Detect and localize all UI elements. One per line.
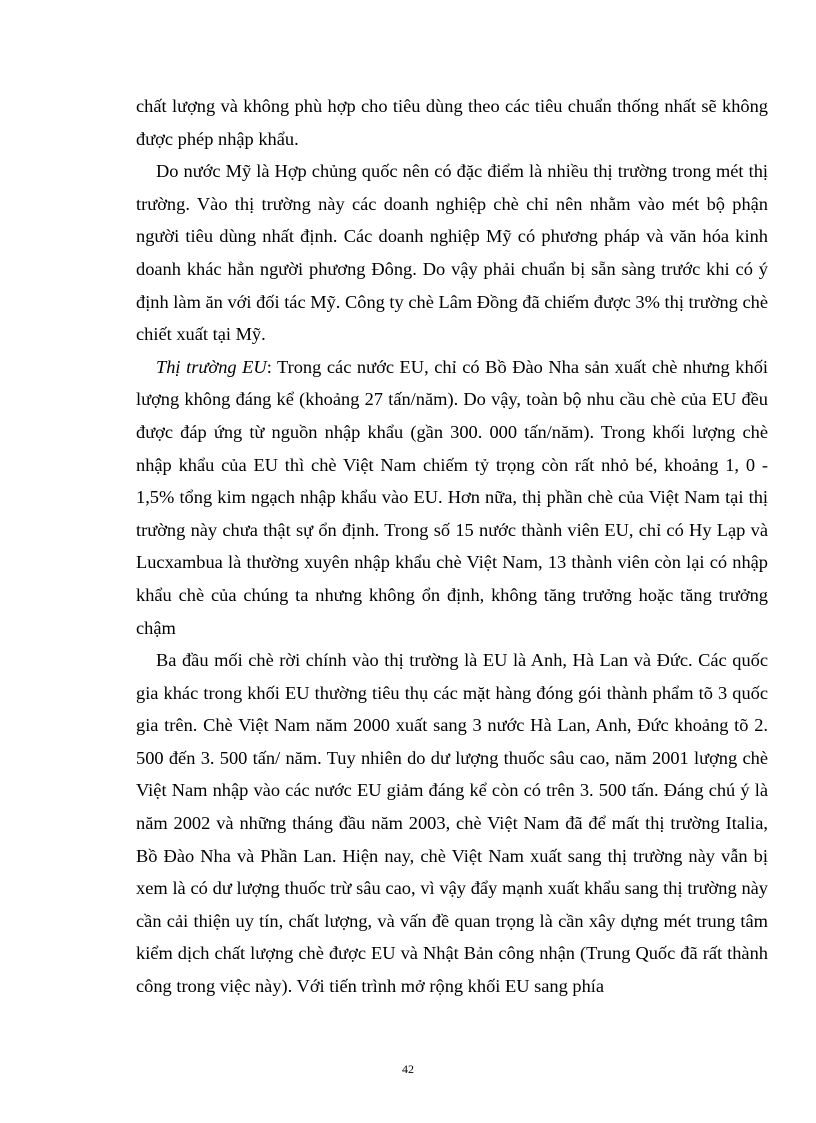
section-lead-eu-market: Thị trường EU [156, 356, 267, 377]
paragraph-1: chất lượng và không phù hợp cho tiêu dùng theo các tiêu chuẩn thống nhất sẽ không được phép nhập khẩu. [136, 96, 768, 149]
paragraph-3-text: : Trong các nước EU, chỉ có Bồ Đào Nha sản xuất chè nhưng khối lượng không đáng kể (khoảng 27 tấn/năm). Do vậy, toàn bộ nhu cầu chè của EU đều được đáp ứng từ nguồn nhập khẩu (gần 300. 000 tấn/năm). Trong khối lượng chè nhập khẩu của EU thì chè Việt Nam chiếm tỷ trọng còn rất nhỏ bé, khoảng 1, 0 - 1,5% tổng kim ngạch nhập khẩu vào EU. Hơn nữa, thị phần chè của Việt Nam tại thị trường này chưa thật sự ổn định. Trong số 15 nước thành viên EU, chỉ có Hy Lạp và Lucxambua là thường xuyên nhập khẩu chè Việt Nam, 13 thành viên còn lại có nhập khẩu chè của chúng ta nhưng không ổn định, không tăng trưởng hoặc tăng trưởng chậm [136, 356, 768, 638]
paragraph-4: Ba đầu mối chè rời chính vào thị trường là EU là Anh, Hà Lan và Đức. Các quốc gia khác trong khối EU thường tiêu thụ các mặt hàng đóng gói thành phẩm tõ 3 quốc gia trên. Chè Việt Nam năm 2000 xuất sang 3 nước Hà Lan, Anh, Đức khoảng tõ 2. 500 đến 3. 500 tấn/ năm. Tuy nhiên do dư lượng thuốc sâu cao, năm 2001 lượng chè Việt Nam nhập vào các nước EU giảm đáng kể còn có trên 3. 500 tấn. Đáng chú ý là năm 2002 và những tháng đầu năm 2003, chè Việt Nam đã để mất thị trường Italia, Bồ Đào Nha và Phần Lan. Hiện nay, chè Việt Nam xuất sang thị trường này vẫn bị xem là có dư lượng thuốc trừ sâu cao, vì vậy đẩy mạnh xuất khẩu sang thị trường này cần cải thiện uy tín, chất lượng, và vấn đề quan trọng là cần xây dựng mét trung tâm kiểm dịch chất lượng chè được EU và Nhật Bản công nhận (Trung Quốc đã rất thành công trong việc này). Với tiến trình mở rộng khối EU sang phía [136, 650, 768, 997]
paragraph-3 [136, 351, 768, 644]
paragraph-2: Do nước Mỹ là Hợp chủng quốc nên có đặc điểm là nhiều thị trường trong mét thị trường. Vào thị trường này các doanh nghiệp chè chỉ nên nhằm vào mét bộ phận người tiêu dùng nhất định. Các doanh nghiệp Mỹ có phương pháp và văn hóa kinh doanh khác hẳn người phương Đông. Do vậy phải chuẩn bị sẵn sàng trước khi có ý định làm ăn với đối tác Mỹ. Công ty chè Lâm Đồng đã chiếm được 3% thị trường chè chiết xuất tại Mỹ. [136, 161, 768, 345]
body-text [136, 90, 768, 1003]
page-number: 42 [402, 1062, 414, 1076]
